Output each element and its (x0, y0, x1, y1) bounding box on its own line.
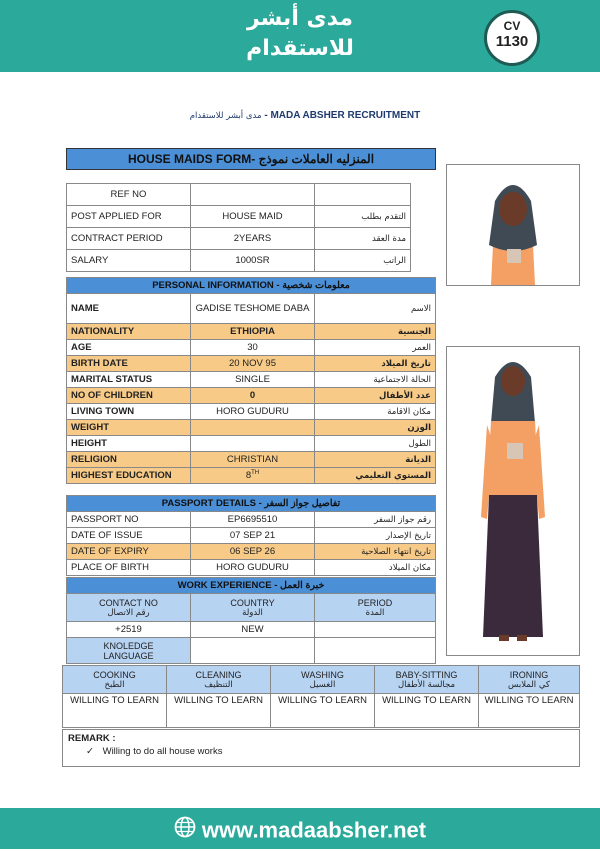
table-row (67, 184, 411, 206)
table-row (67, 544, 436, 560)
nationality-label: NATIONALITY (67, 324, 191, 340)
table-row (67, 356, 436, 372)
expiry-value: 06 SEP 26 (191, 544, 315, 560)
work-section-title: WORK EXPERIENCE - خبرة العمل (67, 578, 436, 594)
table-row (67, 560, 436, 576)
ironing-level: WILLING TO LEARN (479, 694, 580, 728)
birthdate-value: 20 NOV 95 (191, 356, 315, 372)
passport-table (66, 495, 436, 576)
website-link[interactable]: www.madaabsher.net (201, 817, 427, 843)
table-row (67, 404, 436, 420)
table-row (67, 638, 436, 664)
table-row (63, 666, 580, 694)
cooking-en: COOKING (93, 669, 136, 680)
birthdate-label: BIRTH DATE (67, 356, 191, 372)
ironing-ar: كي الملابس (508, 679, 550, 690)
subtitle-ar: مدى أبشر للاستقدام (189, 111, 262, 121)
remark-text: Willing to do all house works (102, 746, 223, 757)
header-bar (0, 0, 600, 72)
brand-line-1: مدى أبشر (246, 6, 354, 31)
table-row (67, 436, 436, 452)
children-label: NO OF CHILDREN (67, 388, 191, 404)
expiry-ar: تاريخ انتهاء الصلاحية (315, 544, 436, 560)
contract-value: 2YEARS (191, 228, 315, 250)
work-table (66, 577, 436, 664)
knowledge-empty-1 (191, 638, 315, 664)
knowledge-line-2: LANGUAGE (103, 650, 154, 661)
cooking-level: WILLING TO LEARN (63, 694, 167, 728)
town-value: HORO GUDURU (191, 404, 315, 420)
babysitting-en: BABY-SITTING (395, 669, 458, 680)
expiry-label: DATE OF EXPIRY (67, 544, 191, 560)
table-row (67, 420, 436, 436)
table-row (67, 388, 436, 404)
full-body-photo (446, 346, 580, 656)
cleaning-en: CLEANING (195, 669, 242, 680)
birthplace-ar: مكان الميلاد (315, 560, 436, 576)
weight-label: WEIGHT (67, 420, 191, 436)
subtitle-en: MADA ABSHER RECRUITMENT (270, 110, 421, 121)
portrait-photo (446, 164, 580, 286)
education-label: HIGHEST EDUCATION (67, 468, 191, 484)
passport-no-ar: رقم جواز السفر (315, 512, 436, 528)
subtitle-sep: - (261, 110, 271, 121)
form-title: HOUSE MAIDS FORM- المنزليه العاملات نموذج (66, 148, 436, 170)
contract-label: CONTRACT PERIOD (67, 228, 191, 250)
children-value: 0 (191, 388, 315, 404)
skills-table (62, 665, 580, 728)
marital-label: MARITAL STATUS (67, 372, 191, 388)
cleaning-ar: التنظيف (204, 679, 233, 690)
cv-label: CV (503, 19, 521, 33)
ironing-header (479, 666, 580, 694)
table-row (67, 528, 436, 544)
footer-bar (0, 808, 600, 849)
town-label: LIVING TOWN (67, 404, 191, 420)
babysitting-ar: مجالسة الأطفال (397, 679, 456, 690)
post-ar: التقدم بطلب (315, 206, 411, 228)
salary-value: 1000SR (191, 250, 315, 272)
marital-value: SINGLE (191, 372, 315, 388)
washing-header (271, 666, 375, 694)
contact-header-en: CONTACT NO (99, 597, 158, 608)
cv-number: 1130 (495, 33, 529, 50)
washing-ar: الغسيل (309, 679, 336, 690)
full-body-figure (447, 347, 579, 655)
washing-level: WILLING TO LEARN (271, 694, 375, 728)
cleaning-level: WILLING TO LEARN (167, 694, 271, 728)
table-row (67, 278, 436, 294)
name-label: NAME (67, 294, 191, 324)
table-row (67, 496, 436, 512)
ref-no-value (191, 184, 315, 206)
age-label: AGE (67, 340, 191, 356)
nationality-ar: الجنسية (315, 324, 436, 340)
contact-header-ar: رقم الاتصال (107, 607, 150, 618)
issue-value: 07 SEP 21 (191, 528, 315, 544)
table-row (63, 694, 580, 728)
remark-label: REMARK : (68, 733, 116, 744)
period-header (315, 594, 436, 622)
knowledge-line-1: KNOLEDGE (103, 640, 154, 651)
weight-value (191, 420, 315, 436)
table-row (67, 324, 436, 340)
work-country: NEW (191, 622, 315, 638)
religion-ar: الديانة (315, 452, 436, 468)
birthplace-label: PLACE OF BIRTH (67, 560, 191, 576)
period-header-en: PERIOD (357, 597, 393, 608)
height-value (191, 436, 315, 452)
contact-header (67, 594, 191, 622)
education-grade: 8 (245, 470, 252, 482)
personal-section-title: PERSONAL INFORMATION - معلومات شخصية (67, 278, 436, 294)
age-ar: العمر (315, 340, 436, 356)
brand-line-2: للاستقدام (246, 36, 354, 61)
town-ar: مكان الاقامة (315, 404, 436, 420)
education-value (191, 468, 315, 484)
issue-ar: تاريخ الإصدار (315, 528, 436, 544)
table-row (67, 468, 436, 484)
table-row (67, 294, 436, 324)
company-subtitle (120, 110, 490, 121)
ref-no-label: REF NO (67, 184, 191, 206)
table-row (67, 594, 436, 622)
weight-ar: الوزن (315, 420, 436, 436)
nationality-value: ETHIOPIA (191, 324, 315, 340)
work-contact: +2519 (67, 622, 191, 638)
period-header-ar: المدة (365, 607, 385, 618)
babysitting-level: WILLING TO LEARN (375, 694, 479, 728)
table-row (67, 372, 436, 388)
remark-box (62, 729, 580, 767)
post-label: POST APPLIED FOR (67, 206, 191, 228)
age-value: 30 (191, 340, 315, 356)
cleaning-header (167, 666, 271, 694)
ref-no-ar (315, 184, 411, 206)
height-label: HEIGHT (67, 436, 191, 452)
check-icon: ✓ (86, 746, 94, 757)
table-row (67, 228, 411, 250)
issue-label: DATE OF ISSUE (67, 528, 191, 544)
religion-value: CHRISTIAN (191, 452, 315, 468)
country-header (191, 594, 315, 622)
cooking-ar: الطبخ (104, 679, 125, 690)
washing-en: WASHING (301, 669, 344, 680)
portrait-figure (447, 165, 579, 285)
table-row (67, 206, 411, 228)
babysitting-header (375, 666, 479, 694)
country-header-ar: الدولة (242, 607, 263, 618)
job-table (66, 183, 411, 272)
table-row (67, 512, 436, 528)
name-ar: الاسم (315, 294, 436, 324)
education-ar: المستوي التعليمي (315, 468, 436, 484)
ironing-en: IRONING (509, 669, 549, 680)
birthdate-ar: تاريخ الميلاد (315, 356, 436, 372)
birthplace-value: HORO GUDURU (191, 560, 315, 576)
contract-ar: مدة العقد (315, 228, 411, 250)
height-ar: الطول (315, 436, 436, 452)
religion-label: RELIGION (67, 452, 191, 468)
table-row (67, 452, 436, 468)
brand-name-arabic (200, 4, 400, 64)
cv-badge (484, 10, 540, 66)
table-row (67, 622, 436, 638)
salary-label: SALARY (67, 250, 191, 272)
salary-ar: الراتب (315, 250, 411, 272)
education-suffix: TH (251, 469, 260, 476)
children-ar: عدد الأطفال (315, 388, 436, 404)
passport-no-label: PASSPORT NO (67, 512, 191, 528)
globe-icon (174, 810, 196, 851)
work-period (315, 622, 436, 638)
table-row (67, 578, 436, 594)
marital-ar: الحالة الاجتماعية (315, 372, 436, 388)
knowledge-empty-2 (315, 638, 436, 664)
passport-section-title: PASSPORT DETAILS - تفاصيل جواز السفر (67, 496, 436, 512)
name-value: GADISE TESHOME DABA (191, 294, 315, 324)
table-row (67, 250, 411, 272)
passport-no-value: EP6695510 (191, 512, 315, 528)
post-value: HOUSE MAID (191, 206, 315, 228)
table-row (67, 340, 436, 356)
knowledge-language (67, 638, 191, 664)
cooking-header (63, 666, 167, 694)
personal-table (66, 277, 436, 484)
country-header-en: COUNTRY (230, 597, 275, 608)
